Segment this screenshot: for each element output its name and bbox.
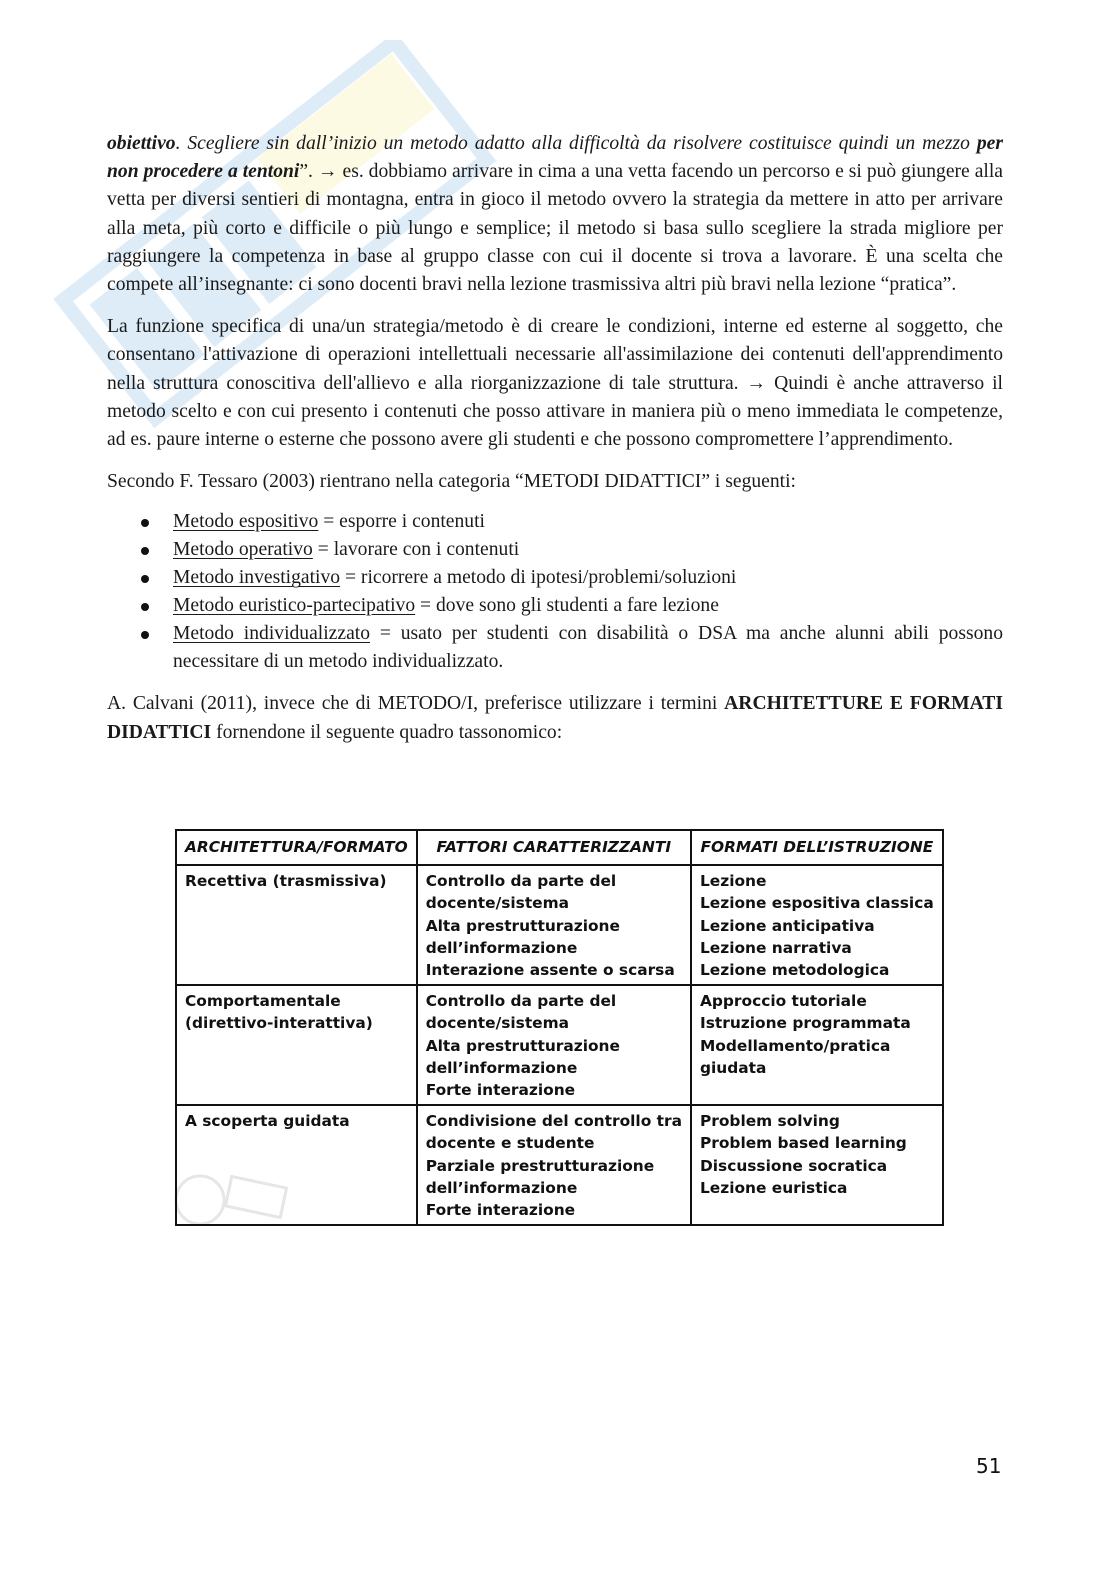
header-fattori: FATTORI CARATTERIZZANTI (417, 830, 691, 865)
method-desc: = usato per studenti con disabilità o DSA ma anche alunni abili possono necessitare di un metodo individualizzato. (173, 623, 1003, 673)
cell-fattori (417, 985, 691, 1105)
cell-line: Alta prestrutturazione (425, 916, 620, 935)
cell-line: Lezione metodologica (699, 961, 890, 980)
text-tentoni: per non procedere a tentoni (107, 133, 1003, 183)
cell-line: dell’informazione (425, 1058, 578, 1077)
cell-line: Parziale prestrutturazione (425, 1156, 655, 1175)
cell-line: docente/sistema (425, 894, 570, 913)
cell-formati (691, 985, 943, 1105)
method-desc: = esporre i contenuti (318, 511, 485, 533)
cell-line: Condivisione del controllo tra (425, 1112, 682, 1130)
paragraph-tessaro: Secondo F. Tessaro (2003) rientrano nella categoria “METODI DIDATTICI” i seguenti: (107, 471, 796, 493)
cell-architettura (176, 865, 417, 985)
list-item (173, 508, 1003, 536)
cell-line: A scoperta guidata (185, 1112, 350, 1130)
cell-line: Lezione espositiva classica (699, 894, 934, 913)
text-architetture: ARCHITETTURE E FORMATI DIDATTICI (107, 693, 1003, 743)
cell-architettura (176, 1105, 417, 1225)
paragraph-calvani (107, 690, 1003, 746)
cell-line: Discussione socratica (699, 1156, 888, 1175)
cell-fattori (417, 865, 691, 985)
text-vetta-example: ”. → es. dobbiamo arrivare in cima a una vetta facendo un percorso e si può giungere alla vetta per diversi sentieri di montagna, entra in gioco il metodo ovvero la strategia da mettere in atto per arrivare alla meta, più corto e difficile o più lungo e semplice; il metodo si basa sullo scegliere la strada migliore per raggiungere la competenza in base al gruppo classe con cui il docente si trova a lavorare. È una scelta che compete all’insegnante: ci sono docenti bravi nella lezione trasmissiva altri più bravi nella lezione “pratica”. (107, 161, 1003, 296)
table-row (176, 865, 943, 985)
page-body (107, 130, 1003, 761)
cell-architettura (176, 985, 417, 1105)
list-item (173, 536, 1003, 564)
cell-line: Istruzione programmata (699, 1014, 911, 1033)
cell-fattori (417, 1105, 691, 1225)
taxonomy-table (175, 829, 944, 1226)
cell-formati (691, 865, 943, 985)
cell-line: Problem solving (699, 1112, 840, 1130)
text-quadro: fornendone il seguente quadro tassonomico: (211, 721, 563, 743)
cell-line: Recettiva (trasmissiva) (185, 872, 387, 890)
cell-line: Alta prestrutturazione (425, 1036, 620, 1055)
method-desc: = ricorrere a metodo di ipotesi/problemi/soluzioni (340, 567, 737, 589)
cell-line: (direttivo-interattiva) (185, 1014, 373, 1033)
cell-line: Lezione (699, 872, 767, 890)
cell-line: dell’informazione (425, 938, 578, 957)
text-calvani-intro: A. Calvani (2011), invece che di METODO/I, preferisce utilizzare i termini (107, 693, 725, 715)
cell-line: docente e studente (425, 1134, 595, 1153)
cell-line: Lezione anticipativa (699, 916, 875, 935)
method-term: Metodo investigativo (173, 567, 341, 589)
cell-line: Interazione assente o scarsa (425, 961, 675, 980)
cell-line: Problem based learning (699, 1134, 907, 1153)
header-formati: FORMATI DELL’ISTRUZIONE (691, 830, 943, 865)
method-term: Metodo euristico-partecipativo (173, 595, 416, 617)
table-row (176, 985, 943, 1105)
text-obiettivo: obiettivo (107, 133, 176, 154)
table-header-row (176, 830, 943, 865)
methods-list (107, 508, 1003, 676)
cell-line: Lezione euristica (699, 1178, 848, 1197)
cell-line: dell’informazione (425, 1178, 578, 1197)
list-item (173, 592, 1003, 620)
method-desc: = dove sono gli studenti a fare lezione (415, 595, 719, 617)
method-term: Metodo individualizzato (173, 623, 371, 645)
text-scegliere: . Scegliere sin dall’inizio un metodo adatto alla difficoltà da risolvere costituisce quindi un mezzo (175, 133, 977, 154)
paragraph-funzione: La funzione specifica di una/un strategia/metodo è di creare le condizioni, interne ed esterne al soggetto, che consentano l'attivazione di operazioni intellettuali necessarie all'assimilazione dei contenuti dell'apprendimento nella struttura conoscitiva dell'allievo e alla riorganizzazione di tale struttura. → Quindi è anche attraverso il metodo scelto e con cui presento i contenuti che posso attivare in maniera più o meno immediata le competenze, ad es. paure interne o esterne che possono avere gli studenti e che possono compromettere l’apprendimento. (107, 316, 1003, 451)
cell-line: Controllo da parte del (425, 992, 617, 1010)
cell-line: Forte interazione (425, 1081, 576, 1100)
cell-line: docente/sistema (425, 1014, 570, 1033)
cell-line: Approccio tutoriale (699, 992, 867, 1010)
cell-line: Comportamentale (185, 992, 341, 1010)
cell-line: Controllo da parte del (425, 872, 617, 890)
cell-line: giudata (699, 1058, 767, 1077)
cell-line: Modellamento/pratica (699, 1036, 891, 1055)
list-item (173, 564, 1003, 592)
cell-line: Lezione narrativa (699, 938, 852, 957)
method-term: Metodo espositivo (173, 511, 319, 533)
table-row (176, 1105, 943, 1225)
header-architettura: ARCHITETTURA/FORMATO (176, 830, 417, 865)
cell-formati (691, 1105, 943, 1225)
paragraph-method-intro (107, 130, 1003, 299)
page-number: 51 (976, 1454, 1002, 1478)
method-term: Metodo operativo (173, 539, 313, 561)
list-item (173, 620, 1003, 676)
method-desc: = lavorare con i contenuti (312, 539, 520, 561)
cell-line: Forte interazione (425, 1201, 576, 1220)
